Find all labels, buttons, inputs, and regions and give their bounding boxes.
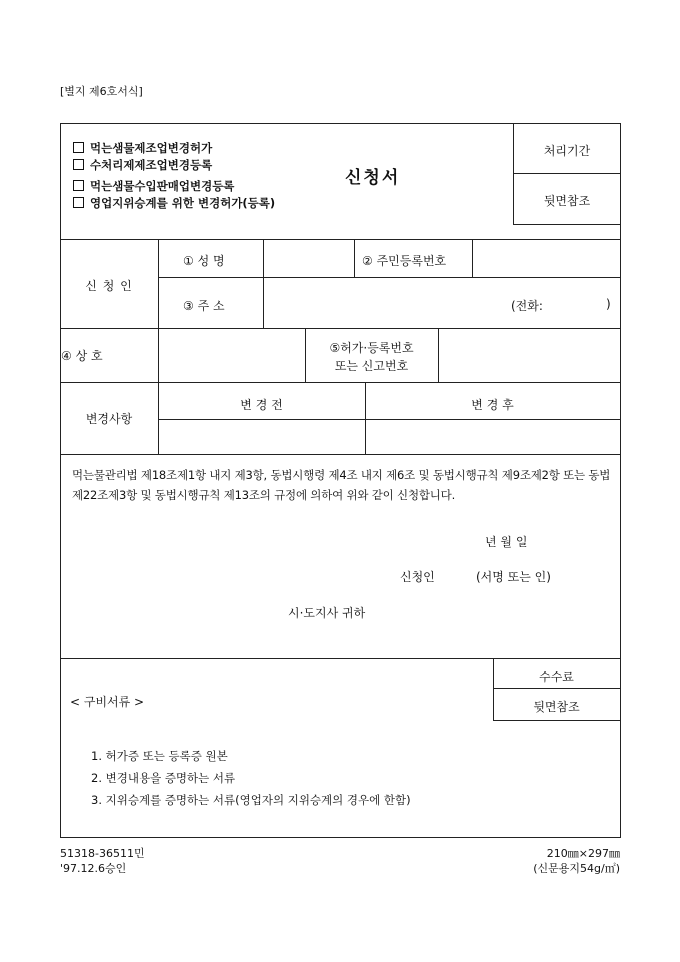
frame-bottom <box>60 837 621 838</box>
document-item: 2. 변경내용을 증명하는 서류 <box>91 771 236 785</box>
signature-note: (서명 또는 인) <box>476 570 551 584</box>
fee-bottom-line <box>493 720 621 721</box>
documents-header: < 구비서류 > <box>70 695 145 709</box>
processing-period-label: 처리기간 <box>543 144 591 158</box>
changes-label: 변경사항 <box>85 412 133 426</box>
trade-name-field[interactable] <box>159 329 305 382</box>
period-bottom-line <box>513 224 621 225</box>
name-label: ① 성 명 <box>183 254 225 268</box>
changes-after-field[interactable] <box>366 420 620 454</box>
frame-right <box>620 123 621 838</box>
form-id: [별지 제6호서식] <box>60 85 143 98</box>
checkbox-item-2[interactable]: 수처리제제조업변경등록 <box>73 157 212 173</box>
trade-name-label: ④ 상 호 <box>61 349 103 363</box>
fee-value: 뒷면참조 <box>533 700 580 714</box>
rrn-left-divider <box>354 239 355 277</box>
period-divider <box>513 123 514 225</box>
document-item: 1. 허가증 또는 등록증 원본 <box>91 749 228 763</box>
frame-left <box>60 123 61 838</box>
address-label: ③ 주 소 <box>183 299 225 313</box>
rrn-field[interactable] <box>473 240 620 277</box>
fee-label: 수수료 <box>539 670 574 684</box>
checkbox-box[interactable] <box>73 142 84 153</box>
signature-label: 신청인 <box>400 570 435 584</box>
declaration-text: 먹는물관리법 제18조제1항 내지 제3항, 동법시행령 제4조 내지 제6조 및 동법시행규칙 제9조제2항 또는 동법 제22조제3항 및 동법시행규칙 제13조의 규정에 의하여 위와 같이 신청합니다. <box>72 468 611 502</box>
document-item: 3. 지위승계를 증명하는 서류(영업자의 지위승계의 경우에 한함) <box>91 793 411 807</box>
footer-size: 210㎜×297㎜ <box>546 847 620 860</box>
fee-mid-line <box>493 688 621 689</box>
address-field[interactable] <box>264 278 504 328</box>
checkbox-item-3[interactable]: 먹는샘물수입판매업변경등록 <box>73 178 234 194</box>
checkbox-box[interactable] <box>73 159 84 170</box>
changes-bottom-line <box>60 454 621 455</box>
permit-label-line2: 또는 신고번호 <box>334 359 409 373</box>
checkbox-box[interactable] <box>73 180 84 191</box>
phone-close: ) <box>606 297 611 311</box>
changes-before-field[interactable] <box>159 420 365 454</box>
checkbox-item-1[interactable]: 먹는샘물제조업변경허가 <box>73 140 212 156</box>
date-line: 년 월 일 <box>485 535 528 549</box>
recipient: 시·도지사 귀하 <box>288 606 366 620</box>
footer-paper: (신문용지54g/㎡) <box>533 862 620 875</box>
form-title: 신청서 <box>345 168 401 188</box>
period-mid-line <box>513 173 621 174</box>
changes-before-header: 변 경 전 <box>240 398 283 412</box>
checkbox-item-4[interactable]: 영업지위승계를 위한 변경허가(등록) <box>73 195 275 211</box>
permit-label-line1: ⑤허가·등록번호 <box>329 341 414 355</box>
changes-top-line <box>60 382 621 383</box>
permit-number-field[interactable] <box>439 329 620 382</box>
footer-code: 51318-36511민 <box>60 847 145 860</box>
applicant-label: 신 청 인 <box>85 279 133 293</box>
processing-period-value: 뒷면참조 <box>543 194 591 208</box>
documents-top-line <box>60 658 621 659</box>
frame-top <box>60 123 621 124</box>
name-field[interactable] <box>264 240 354 277</box>
rrn-label: ② 주민등록번호 <box>362 254 447 268</box>
footer-approval: '97.12.6승인 <box>60 862 127 875</box>
changes-after-header: 변 경 후 <box>471 398 514 412</box>
checkbox-box[interactable] <box>73 197 84 208</box>
phone-label: (전화: <box>511 299 543 313</box>
